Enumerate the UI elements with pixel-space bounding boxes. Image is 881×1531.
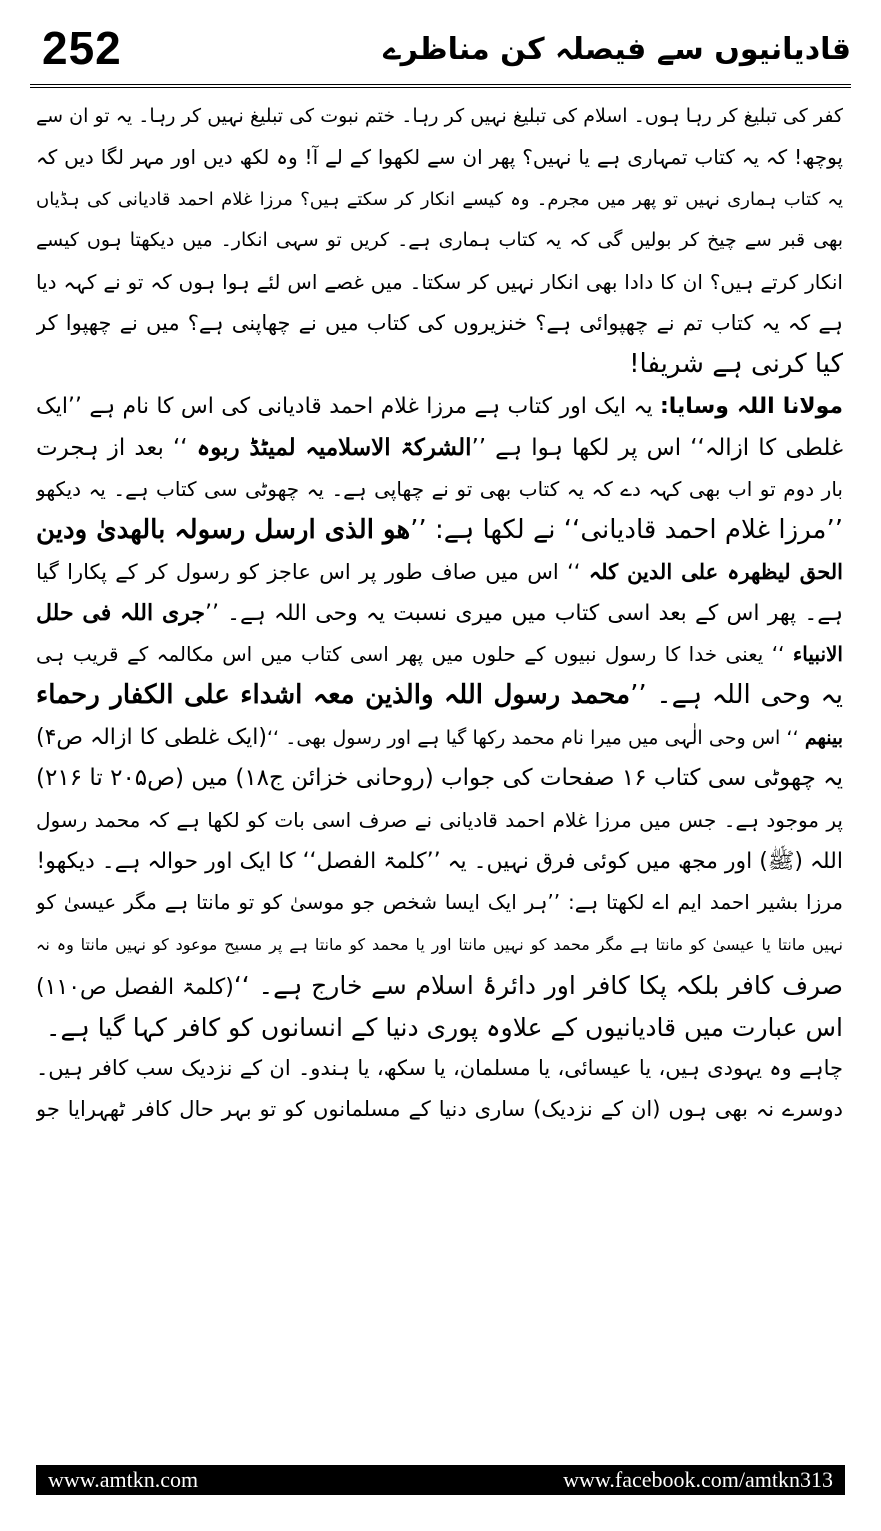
text-line [36,717,843,758]
text-line: کیا کرنی ہے شریفا! [629,349,843,380]
page-body [36,96,843,1131]
page-header [30,18,851,80]
text-line: اللہ (ﷺ) اور مجھ میں کوئی فرق نہیں۔ یہ ’’کلمۃ الفصل‘‘ کا ایک اور حوالہ ہے۔ دیکھو! [36,849,843,875]
text-line [36,427,843,468]
text-run: یہ وحی اللہ ہے۔ ’’ [630,680,843,711]
citation: (کلمۃ الفصل ص۱۱۰) [36,975,234,1001]
facebook-link[interactable]: www.facebook.com/amtkn313 [563,1467,833,1492]
speaker-name: مولانا اللہ وسایا: [659,393,843,419]
text-line [36,386,843,427]
arabic-quote: محمد رسول اللہ والذین معہ اشداء علی الکفار رحماء [36,680,631,711]
text-run: ‘‘ بعد از ہجرت [36,435,197,462]
text-run: ’’مرزا غلام احمد قادیانی‘‘ نے لکھا ہے: ’’ [410,514,843,545]
text-line: پر موجود ہے۔ جس میں مرزا غلام احمد قادیانی نے صرف اسی بات کو لکھا ہے کہ محمد رسول [36,807,843,832]
text-line: انکار کرتے ہیں؟ ان کا دادا بھی انکار نہیں کر سکتا۔ میں غصے اس لئے ہوا ہوں کہ تو نے کہہ دیا [36,269,843,294]
text-line: پوچھ! کہ یہ کتاب تمہاری ہے یا نہیں؟ پھر ان سے لکھوا کے لے آ! وہ لکھ دیں اور مہر لگا دیں کہ [36,145,843,170]
text-run: ہے۔ پھر اس کے بعد اسی کتاب میں میری نسبت یہ وحی اللہ ہے۔ ’’ [204,600,843,626]
text-line: نہیں مانتا یا عیسیٰ کو مانتا ہے مگر محمد کو نہیں مانتا اور یا محمد کو مانتا ہے پر مسیح موعود کو نہیں مانتا وہ نہ [36,934,843,954]
text-line: یہ کتاب ہماری نہیں تو پھر میں مجرم۔ وہ کیسے انکار کر سکتے ہیں؟ مرزا غلام احمد قادیانی کی ہڈیاں [36,188,843,210]
footer-bar [36,1465,845,1495]
arabic-quote: الشرکۃ الاسلامیہ لمیٹڈ ربوہ [196,434,472,462]
page-number: 252 [42,22,122,74]
text-line: مرزا بشیر احمد ایم اے لکھتا ہے: ’’ہر ایک ایسا شخص جو موسیٰ کو تو مانتا ہے مگر عیسیٰ کو [36,890,843,915]
arabic-quote: بینھم [804,726,843,749]
text-run: صرف کافر بلکہ پکا کافر اور دائرۂ اسلام سے خارج ہے۔ ‘‘ [233,971,843,1001]
text-line: چاہے وہ یہودی ہیں، یا عیسائی، یا مسلمان، یا سکھ، یا ہندو۔ ان کے نزدیک سب کافر ہیں۔ [36,1055,843,1080]
text-run: ‘‘ یعنی خدا کا رسول نبیوں کے حلوں میں پھر اسی کتاب میں اس مکالمہ کے قریب ہی [36,642,793,667]
text-run: ‘‘ اس وحی الٰہی میں میرا نام محمد رکھا گیا ہے اور رسول بھی۔ ‘‘ [266,726,805,749]
text-line [36,965,843,1006]
citation: (ایک غلطی کا ازالہ ص۴) [36,724,267,750]
website-link[interactable]: www.amtkn.com [48,1467,199,1492]
text-line: یہ چھوٹی سی کتاب ۱۶ صفحات کی جواب (روحانی خزائن ج۱۸) میں (ص۲۰۵ تا ۲۱۶) [36,765,843,792]
arabic-quote: الحق لیظھرہ علی الدین کلہ [588,559,843,585]
header-rule [30,84,851,88]
arabic-quote: ھو الذی ارسل رسولہ بالھدیٰ ودین [36,514,411,545]
text-line [36,551,843,592]
text-line [36,634,843,675]
text-run: غلطی کا ازالہ‘‘ اس پر لکھا ہوا ہے ’’ [471,435,843,462]
text-line: بھی قبر سے چیخ کر بولیں گی کہ یہ کتاب ہماری ہے۔ کریں تو سہی انکار۔ میں دیکھتا ہوں کیسے [36,229,843,252]
text-line: بار دوم تو اب بھی کہہ دے کہ یہ کتاب بھی تو نے چھاپی ہے۔ یہ چھوٹی سی کتاب ہے۔ یہ دیکھو [36,476,843,501]
text-line [36,675,843,716]
arabic-quote: جری اللہ فی حلل [36,599,205,626]
text-line: کفر کی تبلیغ کر رہا ہوں۔ اسلام کی تبلیغ نہیں کر رہا۔ ختم نبوت کی تبلیغ نہیں کر رہا۔ یہ تو ان سے [36,105,843,127]
text-line: ہے کہ یہ کتاب تم نے چھپوائی ہے؟ خنزیروں کی کتاب میں نے چھاپنی ہے؟ میں نے چھپوا کر [36,310,843,335]
text-run: یہ ایک اور کتاب ہے مرزا غلام احمد قادیانی کی اس کا نام ہے ’’ایک [36,393,660,419]
text-line [36,510,843,551]
running-title: قادیانیوں سے فیصلہ کن مناظرے [383,32,851,67]
text-run: ‘‘ اس میں صاف طور پر اس عاجز کو رسول کر کے پکارا گیا [36,560,589,585]
text-line: اس عبارت میں قادیانیوں کے علاوہ پوری دنیا کے انسانوں کو کافر کہا گیا ہے۔ [45,1012,843,1042]
text-line: دوسرے نہ بھی ہوں (ان کے نزدیک) ساری دنیا کے مسلمانوں کو تو بہر حال کافر ٹھہرایا جو [36,1097,843,1122]
text-line [36,593,843,634]
arabic-quote: الانبیاء [792,642,843,667]
